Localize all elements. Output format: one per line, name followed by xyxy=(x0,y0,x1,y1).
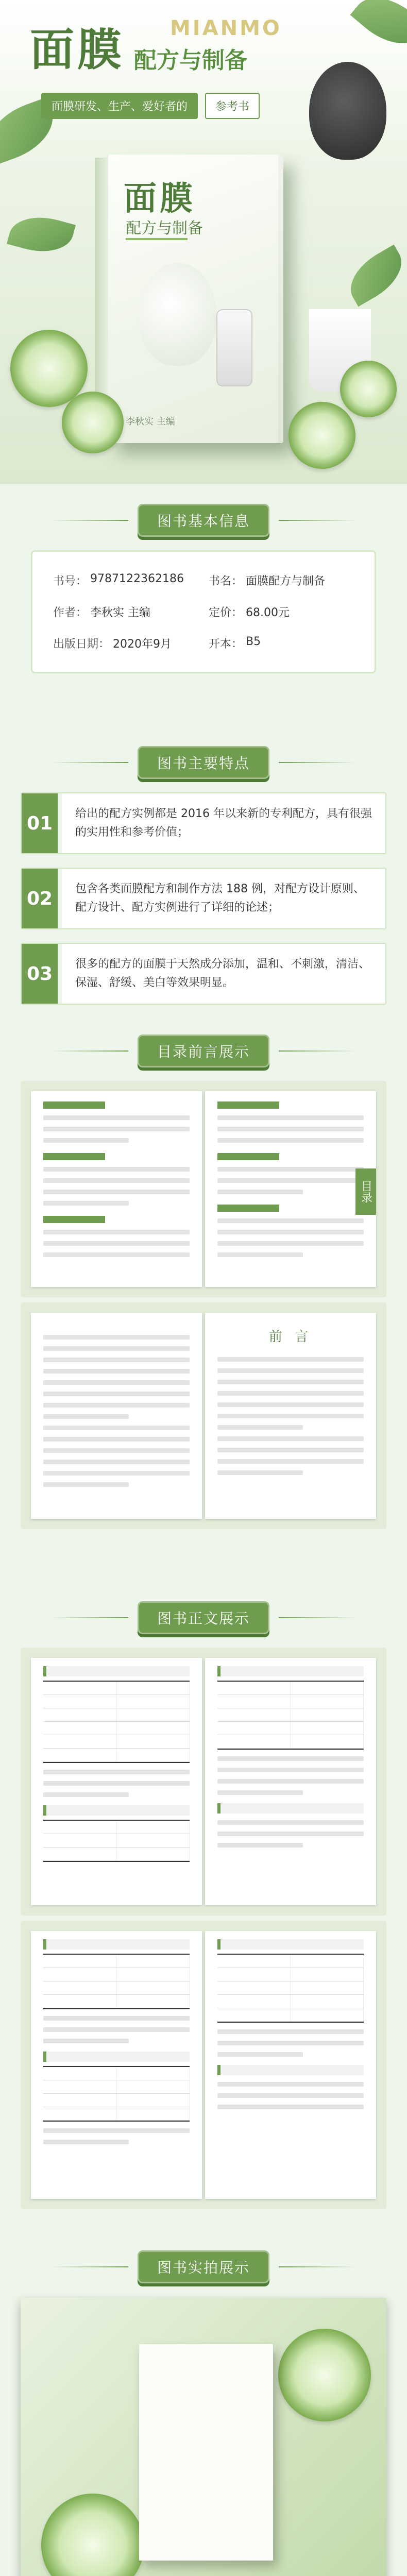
photo-book xyxy=(139,2344,273,2561)
book-cover xyxy=(108,155,283,443)
hero-banner xyxy=(0,0,407,484)
info-value: 9787122362186 xyxy=(90,572,184,585)
book-cover-subtitle: 配方与制备 xyxy=(126,219,203,238)
feature-number: 02 xyxy=(22,869,58,928)
info-row-title xyxy=(209,572,354,588)
content-page xyxy=(205,1658,376,1905)
features-section xyxy=(0,726,407,1015)
toc-section-title: 目录前言展示 xyxy=(138,1035,269,1067)
preface-page-left xyxy=(31,1313,202,1519)
content-spread-1 xyxy=(21,1648,386,1916)
feature-item xyxy=(21,943,386,1005)
title-line-left xyxy=(51,1617,128,1618)
feature-text: 包含各类面膜配方和制作方法 188 例，对配方设计原则、配方设计、配方实例进行了详细的论述； xyxy=(58,869,385,928)
info-value: 李秋实 主编 xyxy=(90,606,151,619)
features-section-title: 图书主要特点 xyxy=(138,746,269,779)
title-line-right xyxy=(279,1617,356,1618)
title-line-left xyxy=(51,762,128,763)
content-page xyxy=(31,1658,202,1905)
title-line-right xyxy=(279,520,356,521)
feature-text: 给出的配方实例都是 2016 年以来新的专利配方，具有很强的实用性和参考价值； xyxy=(58,793,385,853)
content-page xyxy=(31,1931,202,2199)
feature-text: 很多的配方的面膜于天然成分添加，温和、不刺激，清洁、保湿、舒缓、美白等效果明显。 xyxy=(58,944,385,1004)
content-section-title: 图书正文展示 xyxy=(138,1601,269,1634)
toc-page-right xyxy=(205,1091,376,1287)
cucumber-slice-icon xyxy=(62,392,124,453)
feature-item xyxy=(21,792,386,854)
info-section-title: 图书基本信息 xyxy=(138,504,269,537)
info-key: 出版日期： xyxy=(53,638,110,651)
title-line-left xyxy=(51,520,128,521)
info-row-format xyxy=(209,635,354,651)
info-card xyxy=(31,550,376,673)
cucumber-slice-icon xyxy=(10,330,88,407)
tagline-right: 参考书 xyxy=(205,93,260,119)
info-key: 定价： xyxy=(209,606,243,619)
toc-tab-label: 目录 xyxy=(355,1168,376,1215)
info-key: 书号： xyxy=(53,575,88,588)
tagline xyxy=(41,93,260,119)
content-page xyxy=(205,1931,376,2199)
info-key: 书名： xyxy=(209,575,243,588)
feature-number: 01 xyxy=(22,793,58,853)
face-illustration-icon xyxy=(139,263,216,366)
preface-spread xyxy=(21,1302,386,1529)
main-title-sub: 配方与制备 xyxy=(134,47,247,74)
book-cover-divider xyxy=(126,238,188,240)
main-title xyxy=(30,24,247,76)
content-section xyxy=(0,1582,407,2231)
title-line-right xyxy=(279,1050,356,1052)
preface-title: 前 言 xyxy=(268,1329,313,1345)
tagline-left: 面膜研发、生产、爱好者的 xyxy=(41,93,198,119)
feature-number: 03 xyxy=(22,944,58,1004)
info-value: B5 xyxy=(246,635,261,648)
preface-page-right xyxy=(205,1313,376,1519)
english-title: MIANMO xyxy=(170,16,282,40)
info-row-isbn xyxy=(53,572,198,588)
toc-page-left xyxy=(31,1091,202,1287)
cucumber-slice-icon xyxy=(289,402,355,469)
info-row-date xyxy=(53,635,198,651)
photos-section-title: 图书实拍展示 xyxy=(138,2250,269,2283)
toc-spread xyxy=(21,1081,386,1297)
title-line-left xyxy=(51,1050,128,1052)
feature-item xyxy=(21,868,386,929)
info-section xyxy=(0,484,407,726)
leaf-decoration-icon xyxy=(7,209,76,260)
content-spread-2 xyxy=(21,1921,386,2209)
info-value: 面膜配方与制备 xyxy=(246,575,326,588)
title-line-right xyxy=(279,762,356,763)
info-value: 68.00元 xyxy=(246,606,290,619)
title-line-left xyxy=(51,2266,128,2267)
main-title-big: 面膜 xyxy=(30,24,125,76)
info-key: 作者： xyxy=(53,606,88,619)
bottle-illustration-icon xyxy=(216,309,252,386)
book-cover-title: 面膜 xyxy=(124,180,196,218)
book-cover-author: 李秋实 主编 xyxy=(126,416,175,427)
face-mask-icon xyxy=(309,62,386,160)
cucumber-slice-icon xyxy=(340,361,397,417)
toc-section xyxy=(0,1015,407,1582)
photo-book-cover xyxy=(21,2298,386,2576)
info-value: 2020年9月 xyxy=(113,638,172,651)
info-key: 开本： xyxy=(209,638,243,651)
info-row-author xyxy=(53,604,198,620)
leaf-decoration-icon xyxy=(341,245,407,307)
photos-section xyxy=(0,2231,407,2576)
title-line-right xyxy=(279,2266,356,2267)
info-row-price xyxy=(209,604,354,620)
